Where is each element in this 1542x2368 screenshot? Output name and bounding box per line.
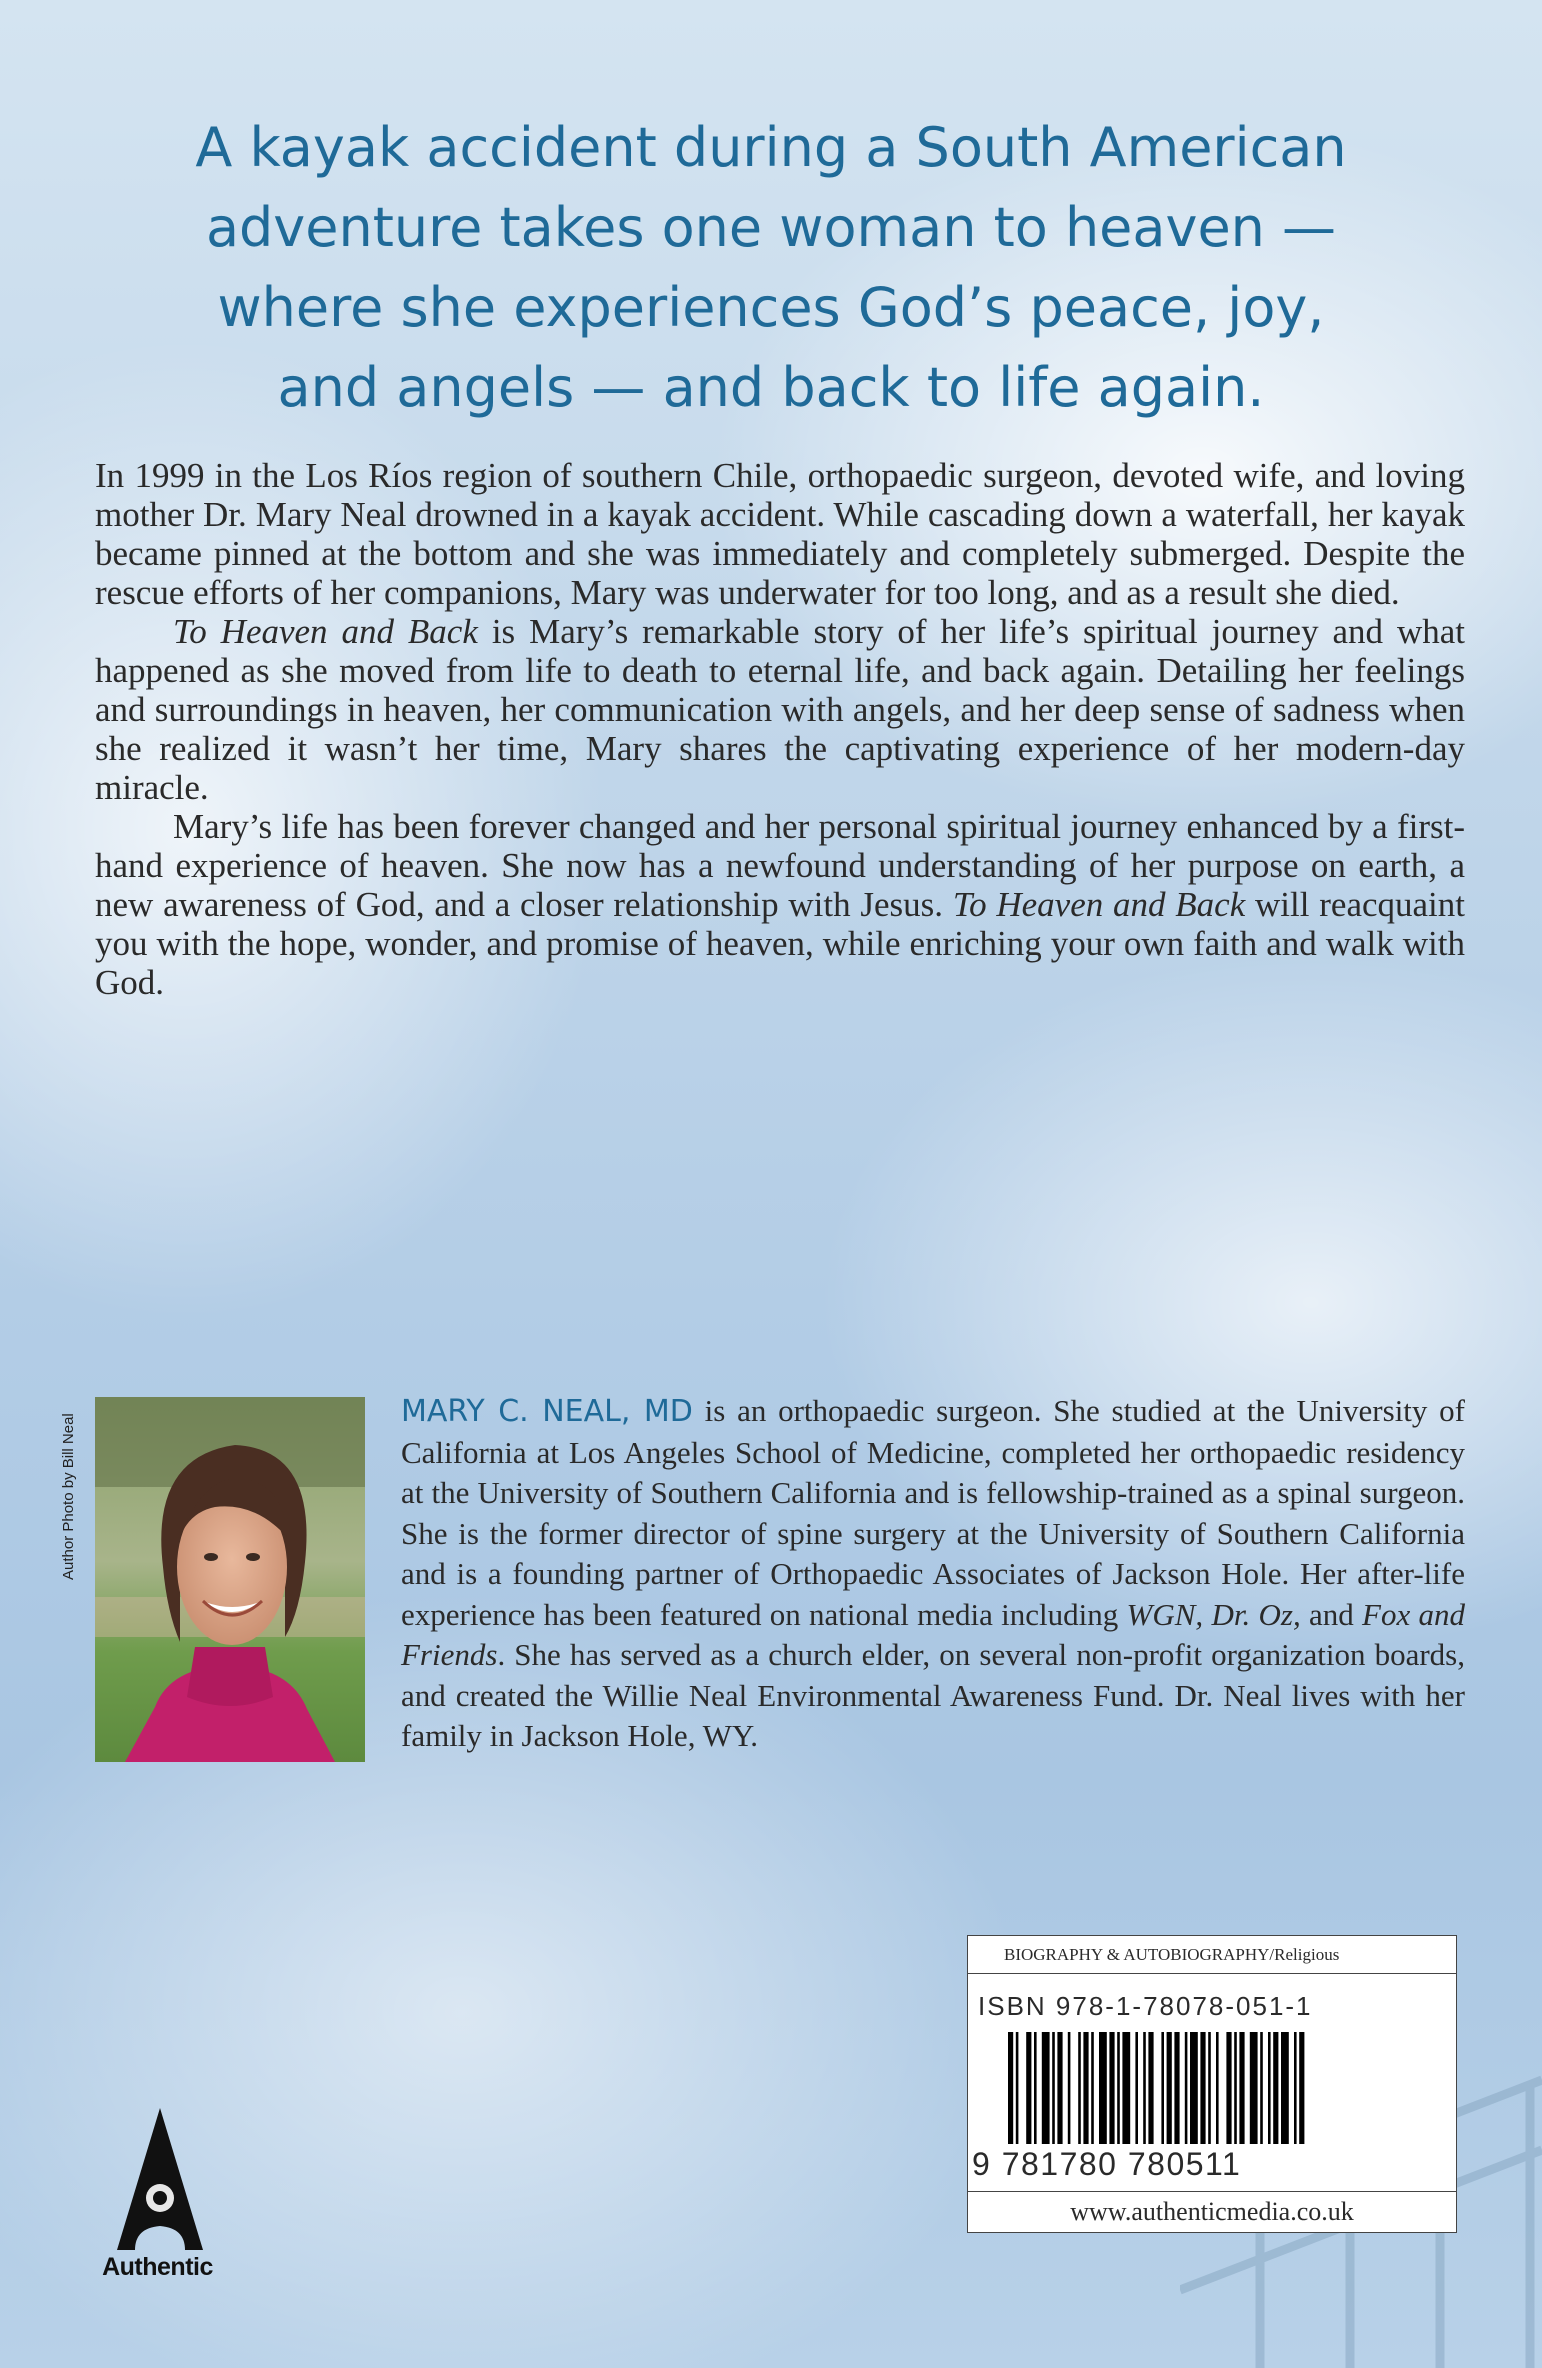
barcode-bar xyxy=(1226,2032,1231,2144)
paragraph-3-closing: will reacquaint you with the hope, wonder, and promise of heaven, while enriching your own faith and walk with God. xyxy=(95,885,1465,1002)
barcode-bar xyxy=(1135,2032,1138,2144)
barcode-bars xyxy=(1008,2032,1428,2144)
author-name: MARY C. NEAL, MD xyxy=(401,1394,693,1429)
photo-credit: Author Photo by Bill Neal xyxy=(60,1413,77,1580)
barcode-bar xyxy=(1026,2032,1031,2144)
isbn-number: ISBN 978-1-78078-051-1 xyxy=(978,1991,1313,2021)
barcode-bar xyxy=(1099,2032,1107,2144)
barcode-bar xyxy=(1078,2032,1081,2144)
headline-line: adventure takes one woman to heaven — xyxy=(205,196,1337,259)
barcode-bar xyxy=(1299,2032,1304,2144)
barcode-bar xyxy=(1190,2032,1198,2144)
barcode-bar xyxy=(1042,2032,1050,2144)
author-bio xyxy=(95,1391,1465,1762)
media-wgn: WGN, xyxy=(1126,1596,1204,1632)
description-paragraph-2 xyxy=(95,612,1465,807)
barcode-digits: 9 781780 780511 xyxy=(972,2146,1242,2182)
bio-part-2: . She has served as a church elder, on several non-profit organization boards, and created the Willie Neal Environmental Awareness Fund. Dr. Neal lives with her family in Jackson Hole, WY. xyxy=(401,1637,1465,1753)
media-fox: Fox and Friends xyxy=(401,1596,1466,1672)
media-dr-oz: Dr. Oz, xyxy=(1211,1596,1301,1632)
bio-and: and xyxy=(1309,1596,1354,1632)
paragraph-2-text: is Mary’s remarkable story of her life’s spiritual journey and what happened as she moved from life to death to eternal life, and back again. Detailing her feelings and surroundings in heaven, her communication with angels, and her deep sense of sadness when she realized it wasn’t her time, Mary shares the captivating experience of her modern-day miracle. xyxy=(95,612,1466,807)
description xyxy=(95,456,1465,1002)
barcode-bar xyxy=(1117,2032,1120,2144)
barcode-bar xyxy=(1034,2032,1037,2144)
barcode-bar xyxy=(1234,2032,1237,2144)
headline xyxy=(60,108,1482,428)
barcode-bar xyxy=(1250,2032,1258,2144)
barcode-bar xyxy=(1016,2032,1019,2144)
barcode-bar xyxy=(1068,2032,1071,2144)
barcode-bar xyxy=(1268,2032,1271,2144)
barcode-bar xyxy=(1109,2032,1114,2144)
bio-part-1: is an orthopaedic surgeon. She studied at the University of California at Los Angeles School of Medicine, completed her orthopaedic residency at the University of Southern California and is fellowship-trained as a spinal surgeon. She is the former director of spine surgery at the University of Southern California and is a founding partner of Orthopaedic Associates of Jackson Hole. Her after-life experience has been featured on national media including xyxy=(401,1393,1465,1632)
barcode-bar xyxy=(1281,2032,1289,2144)
barcode-bar xyxy=(1083,2032,1088,2144)
barcode-bar xyxy=(1008,2032,1013,2144)
headline-line: A kayak accident during a South American xyxy=(195,116,1347,179)
barcode-bar xyxy=(1174,2032,1179,2144)
barcode-bar xyxy=(1216,2032,1219,2144)
barcode-bar xyxy=(1167,2032,1172,2144)
barcode-bar xyxy=(1200,2032,1205,2144)
publisher-url: www.authenticmedia.co.uk xyxy=(968,2191,1456,2232)
headline-line: where she experiences God’s peace, joy, xyxy=(217,276,1325,339)
description-paragraph-1: In 1999 in the Los Ríos region of southern Chile, orthopaedic surgeon, devoted wife, and loving mother Dr. Mary Neal drowned in a kayak accident. While cascading down a waterfall, her kayak became pinned at the bottom and she was immediately and completely submerged. Despite the rescue efforts of her companions, Mary was underwater for too long, and as a result she died. xyxy=(95,456,1465,612)
barcode-bar xyxy=(1161,2032,1164,2144)
description-paragraph-3 xyxy=(95,807,1465,1002)
paragraph-3-text: Mary’s life has been forever changed and her personal spiritual journey enhanced by a first-hand experience of heaven. She now has a newfound understanding of her purpose on earth, a new awareness of God, and a closer relationship with Jesus. xyxy=(95,807,1465,924)
headline-line: and angels — and back to life again. xyxy=(277,356,1265,419)
book-title: To Heaven and Back xyxy=(952,885,1246,924)
publisher-logo-text: Authentic xyxy=(102,2253,213,2281)
book-title: To Heaven and Back xyxy=(173,612,478,651)
barcode-bar xyxy=(1143,2032,1146,2144)
barcode-bar xyxy=(1185,2032,1188,2144)
barcode-bar xyxy=(1122,2032,1130,2144)
barcode-bar xyxy=(1294,2032,1297,2144)
barcode-bar xyxy=(1052,2032,1055,2144)
barcode-box xyxy=(967,1935,1457,2233)
barcode-bar xyxy=(1260,2032,1263,2144)
book-category: BIOGRAPHY & AUTOBIOGRAPHY/Religious xyxy=(968,1936,1456,1974)
author-photo xyxy=(95,1397,365,1762)
barcode-bar xyxy=(1239,2032,1244,2144)
barcode-bar xyxy=(1208,2032,1211,2144)
barcode-bar xyxy=(1057,2032,1062,2144)
barcode-bar xyxy=(1273,2032,1278,2144)
barcode-bar xyxy=(1091,2032,1094,2144)
barcode-bar xyxy=(1148,2032,1153,2144)
